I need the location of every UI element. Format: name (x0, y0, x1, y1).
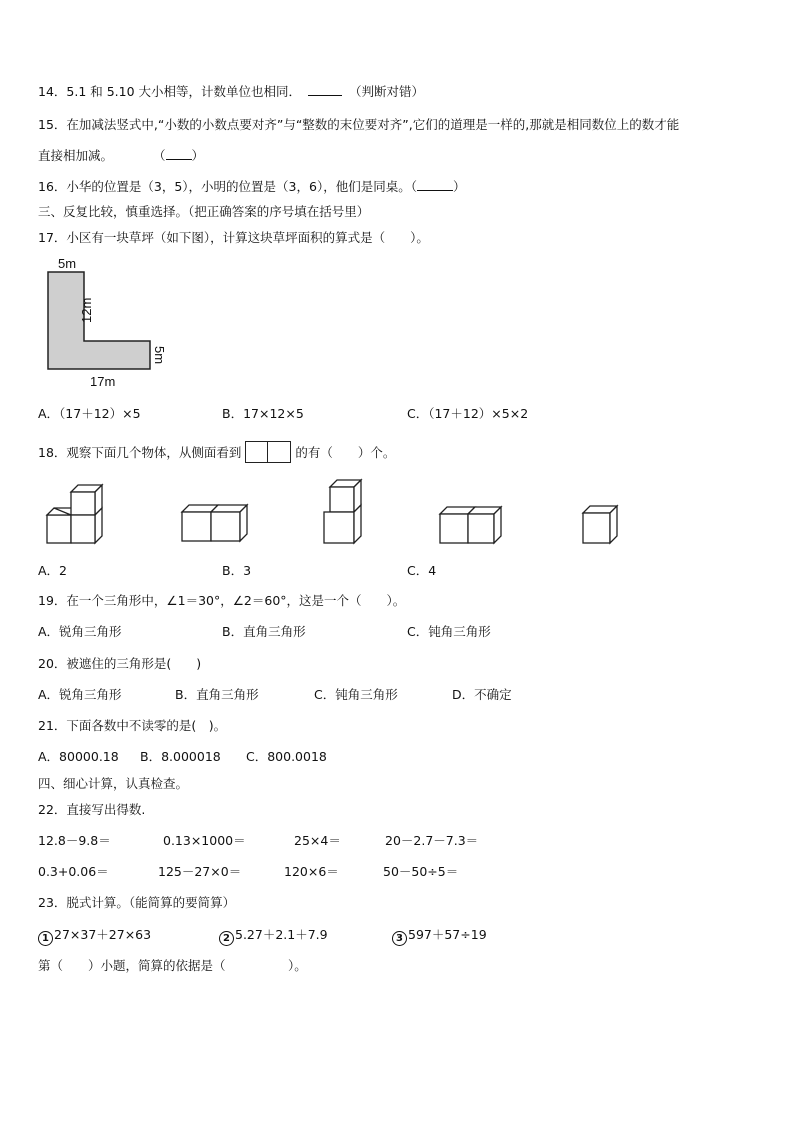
q18-pre: 18．观察下面几个物体，从侧面看到 (38, 445, 242, 460)
question-15-line1: 15．在加减法竖式中,“小数的小数点要对齐”与“整数的末位要对齐”,它们的道理是一样的,那就是相同数位上的数才能 (38, 117, 680, 132)
cube-figure-2 (182, 505, 247, 541)
paren-close: ） (452, 179, 466, 194)
calc-item: 20－2.7－7.3＝ (385, 833, 479, 848)
paren-open: （ (152, 148, 166, 163)
cube-figure-5 (583, 506, 617, 543)
q14-text: 14．5.1 和 5.10 大小相等，计数单位也相同． (38, 84, 302, 99)
cube-figure-1 (47, 485, 102, 543)
q18-post: 的有（ ）个。 (295, 445, 396, 460)
q23-item-1 (38, 926, 151, 946)
q21-option-b[interactable]: B．8.000018 (140, 749, 221, 764)
q17-option-a[interactable]: A．（17＋12）×5 (38, 406, 141, 421)
question-17: 17．小区有一块草坪（如下图），计算这块草坪面积的算式是（ ）。 (38, 230, 429, 245)
cube-figure-3 (324, 480, 361, 543)
paren-close: ） (191, 148, 205, 163)
q20-option-b[interactable]: B．直角三角形 (175, 687, 259, 702)
q23-note: 第（ ）小题，简算的依据是（ ）。 (38, 958, 307, 973)
q14-tail: （判断对错） (349, 84, 425, 99)
q18-option-a[interactable]: A．2 (38, 563, 68, 578)
label-bottom: 17m (90, 374, 116, 389)
expression: 27×37＋27×63 (54, 927, 152, 942)
q17-option-c[interactable]: C．（17＋12）×5×2 (407, 406, 529, 421)
calc-item: 125－27×0＝ (158, 864, 242, 879)
q15-text: 直接相加减。 (38, 148, 114, 163)
circled-number: 1 (38, 931, 53, 946)
q20-option-a[interactable]: A．锐角三角形 (38, 687, 122, 702)
circled-number: 3 (392, 931, 407, 946)
calc-item: 25×4＝ (294, 833, 341, 848)
q17-option-b[interactable]: B．17×12×5 (222, 406, 304, 421)
q20-option-d[interactable]: D．不确定 (452, 687, 512, 702)
question-20: 20．被遮住的三角形是( ) (38, 656, 202, 671)
calc-item: 50－50÷5＝ (383, 864, 459, 879)
q18-option-b[interactable]: B．3 (222, 563, 252, 578)
q23-item-2 (219, 926, 328, 946)
section-3-heading: 三、反复比较，慎重选择。（把正确答案的序号填在括号里） (38, 204, 370, 219)
section-4-heading: 四、细心计算，认真检查。 (38, 776, 189, 791)
calc-item: 0.13×1000＝ (163, 833, 246, 848)
q19-option-b[interactable]: B．直角三角形 (222, 624, 306, 639)
expression: 597＋57÷19 (408, 927, 487, 942)
calc-item: 12.8－9.8＝ (38, 833, 111, 848)
question-23: 23．脱式计算。（能简算的要简算） (38, 895, 236, 910)
circled-number: 2 (219, 931, 234, 946)
q20-option-c[interactable]: C．钝角三角形 (314, 687, 398, 702)
label-vertical: 12m (79, 297, 94, 323)
q18-option-c[interactable]: C．4 (407, 563, 437, 578)
question-22: 22．直接写出得数. (38, 802, 146, 817)
calc-item: 0.3+0.06＝ (38, 864, 109, 879)
q23-item-3 (392, 926, 487, 946)
label-small-vertical: 5m (152, 346, 167, 365)
expression: 5.27＋2.1＋7.9 (235, 927, 328, 942)
q19-option-a[interactable]: A．锐角三角形 (38, 624, 122, 639)
question-21: 21．下面各数中不读零的是( )。 (38, 718, 227, 733)
cube-figure-4 (440, 507, 501, 543)
q16-text: 16．小华的位置是（3，5），小明的位置是（3，6），他们是同桌。（ (38, 179, 417, 194)
q21-option-a[interactable]: A．80000.18 (38, 749, 119, 764)
calc-item: 120×6＝ (284, 864, 339, 879)
label-top: 5m (58, 256, 77, 271)
q21-option-c[interactable]: C．800.0018 (246, 749, 327, 764)
question-19: 19．在一个三角形中，∠1＝30°，∠2＝60°，这是一个（ ）。 (38, 593, 406, 608)
q19-option-c[interactable]: C．钝角三角形 (407, 624, 491, 639)
